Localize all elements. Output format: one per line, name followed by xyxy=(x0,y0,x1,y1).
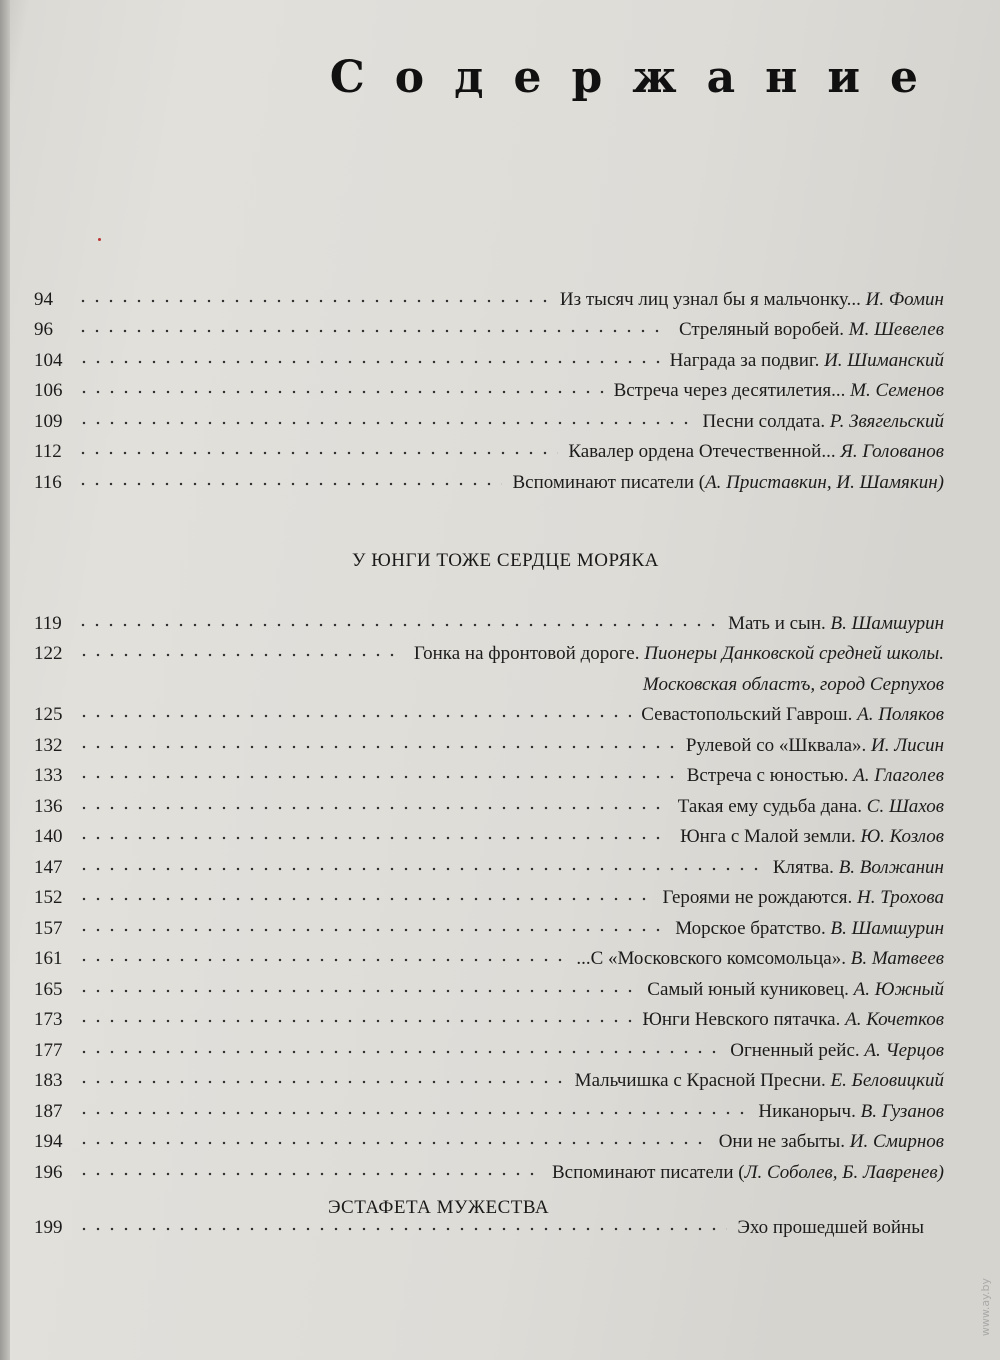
page-number: 112 xyxy=(34,441,62,462)
entry-text xyxy=(576,948,944,970)
book-spine-shadow xyxy=(0,0,10,1360)
entry-text xyxy=(728,613,944,635)
dot-leader xyxy=(77,775,677,779)
entry-text xyxy=(680,826,944,848)
toc-entry xyxy=(34,433,944,464)
dot-leader xyxy=(77,653,404,657)
toc-entry xyxy=(34,1092,944,1123)
entry-text xyxy=(670,350,944,372)
toc-entry xyxy=(34,280,944,311)
entry-author: А. Поляков xyxy=(857,704,944,725)
page-number: 187 xyxy=(34,1100,63,1122)
page-number: 157 xyxy=(34,917,63,939)
page-number: 119 xyxy=(34,612,62,634)
dot-leader xyxy=(77,1111,749,1115)
entry-author: В. Волжанин xyxy=(838,856,944,878)
toc-entry xyxy=(34,1062,944,1093)
entry-title: Песни солдата. xyxy=(702,410,826,432)
entry-author: В. Матвеев xyxy=(850,948,944,969)
page-number: 161 xyxy=(34,948,63,969)
entry-author: И. Лисин xyxy=(871,734,944,756)
toc-entry xyxy=(34,341,944,372)
toc-entry xyxy=(34,696,944,727)
dot-leader xyxy=(77,897,653,901)
entry-text xyxy=(642,1009,944,1031)
entry-text xyxy=(641,704,944,726)
toc-group-2 xyxy=(34,604,944,1184)
dot-leader xyxy=(77,745,676,749)
entry-author: Р. Звягельский xyxy=(829,410,944,432)
page-number: 199 xyxy=(34,1216,63,1238)
dot-leader xyxy=(77,360,660,364)
toc-group-3 xyxy=(34,1208,924,1239)
toc-entry xyxy=(34,372,944,403)
dot-leader xyxy=(77,836,671,840)
page-number: 104 xyxy=(34,349,63,371)
entry-title: Огненный рейс. xyxy=(730,1039,860,1061)
entry-text xyxy=(687,765,944,787)
entry-title: Встреча через десятилетия... xyxy=(613,380,846,401)
entry-title: Севастопольский Гаврош. xyxy=(641,704,853,725)
dot-leader xyxy=(77,421,693,425)
toc-entry xyxy=(34,909,944,940)
entry-author: В. Гузанов xyxy=(860,1100,944,1122)
section-heading-2: ЭСТАФЕТА МУЖЕСТВА xyxy=(328,1197,550,1218)
toc-entry xyxy=(34,1031,944,1062)
toc-entry xyxy=(34,402,944,433)
page-number: 136 xyxy=(34,795,63,817)
page-number: 109 xyxy=(34,410,63,432)
page-number: 106 xyxy=(34,380,63,401)
entry-text xyxy=(575,1070,944,1092)
ink-speck xyxy=(98,238,101,241)
entry-text xyxy=(686,735,944,757)
page-number: 116 xyxy=(34,471,62,493)
dot-leader xyxy=(77,1141,709,1145)
page-number: 94 xyxy=(34,288,53,310)
entry-title: Никанорыч. xyxy=(758,1100,856,1122)
page-number: 122 xyxy=(34,643,63,664)
toc-entry xyxy=(34,311,944,342)
entry-author: А. Глаголев xyxy=(853,765,944,786)
entry-author: М. Семенов xyxy=(850,380,944,401)
entry-title: Рулевой со «Шквала». xyxy=(685,734,867,756)
entry-title: Героями не рождаются. xyxy=(662,887,853,908)
entry-title: ...С «Московского комсомольца». xyxy=(576,948,846,969)
entry-author: М. Шевелев xyxy=(848,319,944,340)
entry-author: А. Черцов xyxy=(864,1039,944,1061)
entry-text xyxy=(703,411,944,433)
entry-author: Н. Трохова xyxy=(856,887,944,908)
page-number: 165 xyxy=(34,978,63,1000)
toc-entry xyxy=(34,665,944,696)
dot-leader xyxy=(77,867,763,871)
entry-text xyxy=(679,319,944,341)
entry-author: С. Шахов xyxy=(866,795,944,817)
dot-leader xyxy=(76,623,718,627)
dot-leader xyxy=(77,390,604,394)
page-title: Содержание xyxy=(329,52,948,103)
toc-entry xyxy=(34,463,944,494)
toc-entry xyxy=(34,726,944,757)
entry-text xyxy=(737,1217,924,1239)
toc-entry xyxy=(34,940,944,971)
page-number: 152 xyxy=(34,887,63,908)
entry-title: Они не забыты. xyxy=(718,1131,846,1152)
entry-title: Юнга с Малой земли. xyxy=(680,826,856,847)
entry-title: Из тысяч лиц узнал бы я мальчонку... xyxy=(559,288,861,310)
toc-entry xyxy=(34,1001,944,1032)
entry-text xyxy=(678,796,944,818)
entry-author: А. Приставкин, И. Шамякин) xyxy=(705,471,944,493)
dot-leader xyxy=(77,989,638,993)
dot-leader xyxy=(77,1080,565,1084)
toc-entry xyxy=(34,879,944,910)
page-number: 96 xyxy=(34,319,53,340)
dot-leader xyxy=(77,1019,633,1023)
entry-title: Гонка на фронтовой дороге. xyxy=(413,643,640,664)
entry-title: Стреляный воробей. xyxy=(678,319,845,340)
entry-title: Морское братство. xyxy=(675,917,826,939)
page-number: 133 xyxy=(34,765,63,786)
page-number: 177 xyxy=(34,1039,63,1061)
entry-author: Л. Соболев, Б. Лавренев) xyxy=(744,1161,944,1183)
entry-text xyxy=(730,1040,944,1062)
dot-leader xyxy=(77,1050,721,1054)
dot-leader xyxy=(77,806,668,810)
toc-entry xyxy=(34,1208,924,1239)
page-number: 132 xyxy=(34,734,63,756)
dot-leader xyxy=(76,329,669,333)
entry-title: Юнги Невского пятачка. xyxy=(642,1009,841,1030)
entry-author: А. Кочетков xyxy=(845,1009,944,1030)
entry-title: Кавалер ордена Отечественной... xyxy=(568,441,836,462)
entry-author: А. Южный xyxy=(853,978,944,1000)
entry-title: Эхо прошедшей войны xyxy=(737,1216,924,1238)
entry-text xyxy=(568,441,944,463)
page-number: 196 xyxy=(34,1161,63,1183)
dot-leader xyxy=(76,451,558,455)
entry-author: И. Шиманский xyxy=(824,349,944,371)
entry-title: Мальчишка с Красной Пресни. xyxy=(574,1070,826,1091)
entry-title: Самый юный куниковец. xyxy=(647,978,849,1000)
entry-author: Ю. Козлов xyxy=(860,826,944,847)
entry-text xyxy=(662,887,944,909)
entry-author: И. Фомин xyxy=(865,288,944,310)
page-number: 183 xyxy=(34,1070,63,1091)
entry-title: Вспоминают писатели ( xyxy=(512,471,706,493)
entry-text xyxy=(552,1162,944,1184)
page-number: 140 xyxy=(34,826,63,847)
entry-title: Встреча с юностью. xyxy=(686,765,849,786)
entry-text xyxy=(758,1101,944,1123)
toc-entry xyxy=(34,818,944,849)
toc-entry xyxy=(34,787,944,818)
entry-title: Вспоминают писатели ( xyxy=(552,1161,745,1183)
page-number: 173 xyxy=(34,1009,63,1030)
entry-author: В. Шамшурин xyxy=(830,612,944,634)
toc-entry xyxy=(34,848,944,879)
entry-title: Мать и сын. xyxy=(728,612,826,634)
entry-title: Награда за подвиг. xyxy=(669,349,820,371)
entry-text xyxy=(643,674,944,696)
entry-author: Я. Голованов xyxy=(840,441,944,462)
toc-entry xyxy=(34,970,944,1001)
toc-entry xyxy=(34,757,944,788)
entry-text xyxy=(614,380,944,402)
dot-leader xyxy=(77,1227,728,1231)
dot-leader xyxy=(77,1172,543,1176)
entry-text xyxy=(773,857,944,879)
page-number: 147 xyxy=(34,856,63,878)
entry-author: Е. Беловицкий xyxy=(830,1070,944,1091)
dot-leader xyxy=(77,958,567,962)
toc-entry xyxy=(34,635,944,666)
entry-author: Московская областъ, город Серпухов xyxy=(642,673,944,695)
entry-text xyxy=(560,289,944,311)
dot-leader xyxy=(77,714,632,718)
entry-text xyxy=(719,1131,944,1153)
entry-title: Клятва. xyxy=(772,856,834,878)
section-heading-1: У ЮНГИ ТОЖЕ СЕРДЦЕ МОРЯКА xyxy=(352,550,659,571)
entry-title: Такая ему судьба дана. xyxy=(677,795,863,817)
toc-entry xyxy=(34,604,944,635)
toc-entry xyxy=(34,1123,944,1154)
dot-leader xyxy=(77,928,666,932)
toc-group-1 xyxy=(34,280,944,494)
entry-author: И. Смирнов xyxy=(849,1131,944,1152)
entry-text xyxy=(647,979,944,1001)
watermark: www.ay.by xyxy=(979,1277,992,1336)
page-number: 194 xyxy=(34,1131,63,1152)
entry-text xyxy=(414,643,944,665)
entry-text xyxy=(512,472,944,494)
page-number: 125 xyxy=(34,704,63,725)
entry-text xyxy=(675,918,944,940)
entry-author: В. Шамшурин xyxy=(830,917,944,939)
dot-leader xyxy=(76,299,550,303)
dot-leader xyxy=(76,482,502,486)
toc-entry xyxy=(34,1153,944,1184)
entry-author: Пионеры Данковской средней школы. xyxy=(644,643,944,664)
